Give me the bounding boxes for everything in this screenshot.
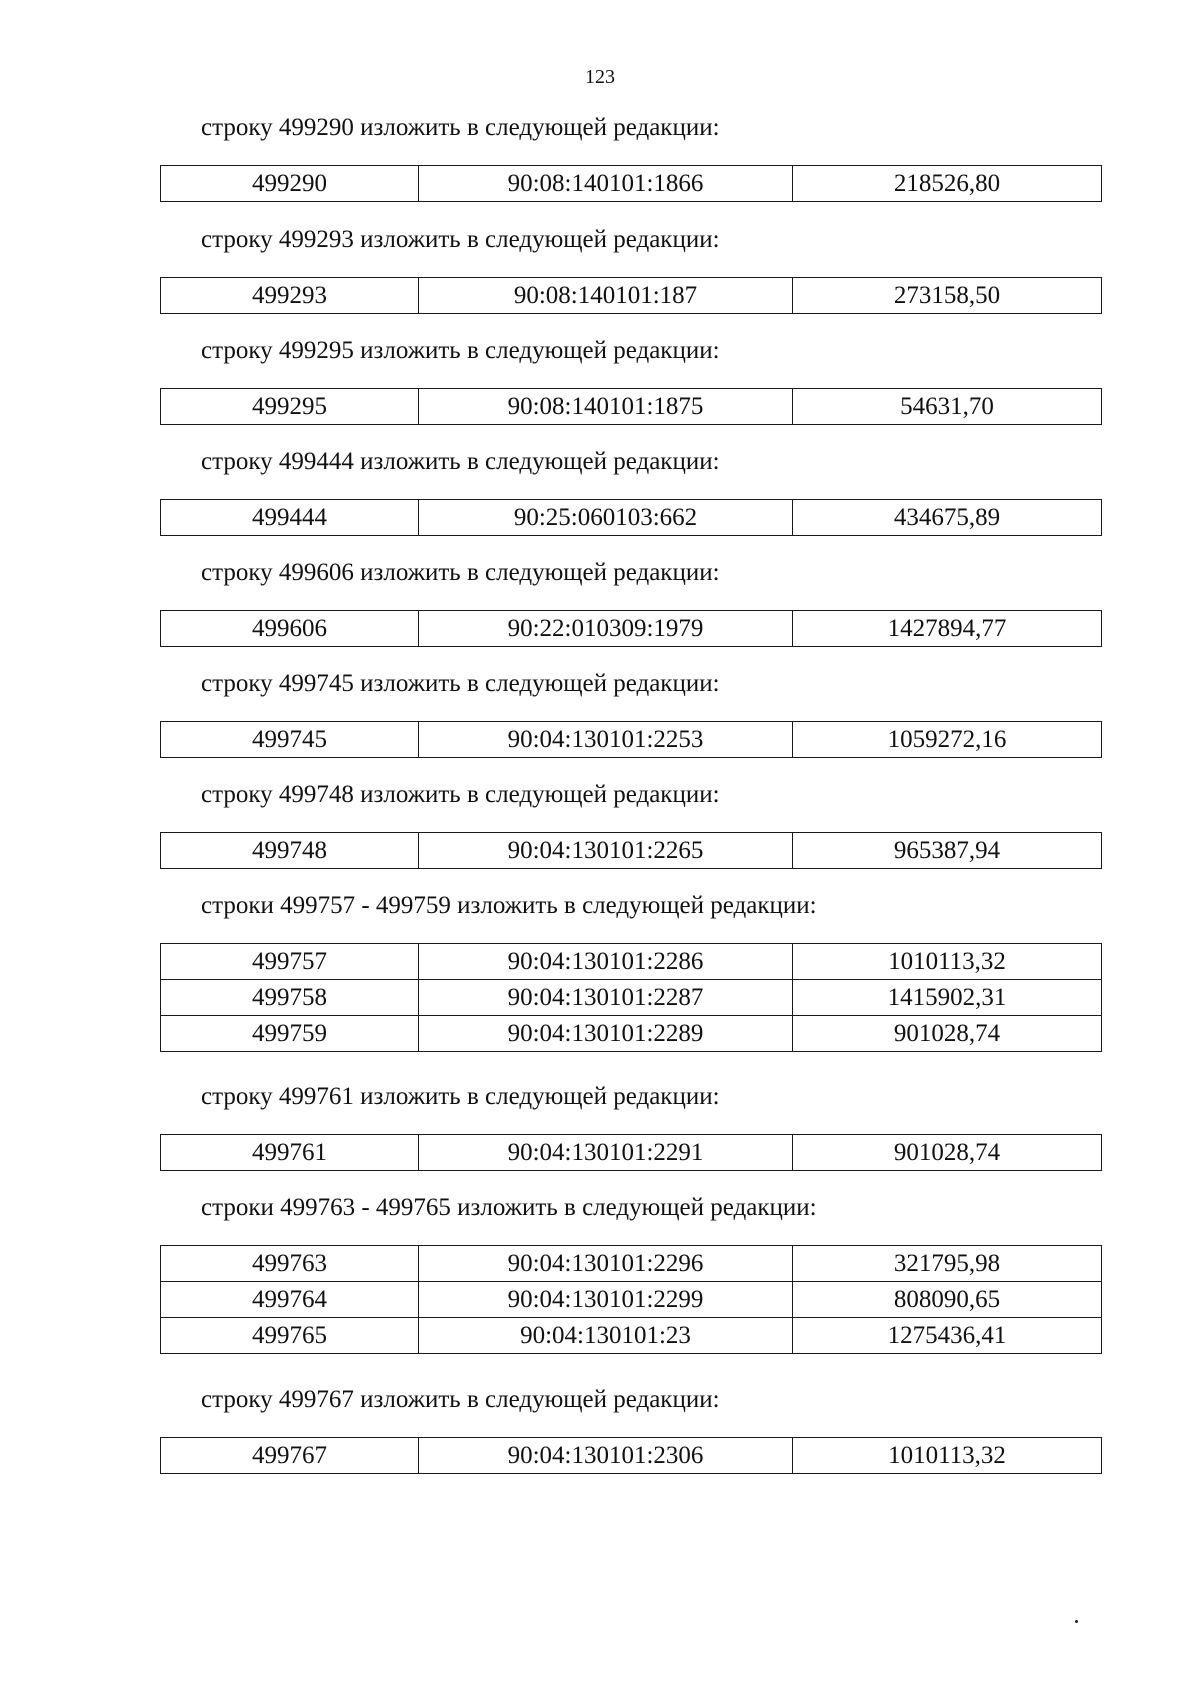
row-number-cell: 499761 <box>161 1135 419 1171</box>
row-number-cell: 499745 <box>161 722 419 758</box>
cadastral-number-cell: 90:04:130101:2289 <box>419 1016 793 1052</box>
row-number-cell: 499290 <box>161 166 419 202</box>
row-number-cell: 499759 <box>161 1016 419 1052</box>
amendment-block <box>160 669 1100 758</box>
table-row <box>161 1135 1102 1171</box>
scan-speck <box>1075 1620 1078 1623</box>
amendment-block <box>160 447 1100 536</box>
row-number-cell: 499295 <box>161 389 419 425</box>
amendment-table <box>160 1437 1102 1474</box>
value-cell: 1010113,32 <box>793 944 1102 980</box>
amendment-instruction: строку 499761 изложить в следующей редакции: <box>201 1083 720 1110</box>
amendment-block <box>160 780 1100 869</box>
row-number-cell: 499765 <box>161 1318 419 1354</box>
cadastral-number-cell: 90:08:140101:1875 <box>419 389 793 425</box>
row-number-cell: 499758 <box>161 980 419 1016</box>
amendment-instruction: строку 499606 изложить в следующей редакции: <box>201 559 720 586</box>
value-cell: 901028,74 <box>793 1135 1102 1171</box>
amendment-table <box>160 499 1102 536</box>
value-cell: 1059272,16 <box>793 722 1102 758</box>
amendment-table <box>160 388 1102 425</box>
value-cell: 808090,65 <box>793 1282 1102 1318</box>
value-cell: 273158,50 <box>793 278 1102 314</box>
table-row <box>161 611 1102 647</box>
amendment-table <box>160 1245 1102 1354</box>
amendment-table <box>160 610 1102 647</box>
amendment-instruction: строку 499290 изложить в следующей редакции: <box>201 114 720 141</box>
amendment-block <box>160 336 1100 425</box>
value-cell: 218526,80 <box>793 166 1102 202</box>
table-row <box>161 980 1102 1016</box>
row-number-cell: 499444 <box>161 500 419 536</box>
amendment-table <box>160 832 1102 869</box>
cadastral-number-cell: 90:04:130101:2299 <box>419 1282 793 1318</box>
amendment-instruction: строку 499745 изложить в следующей редакции: <box>201 670 720 697</box>
cadastral-number-cell: 90:04:130101:2291 <box>419 1135 793 1171</box>
row-number-cell: 499767 <box>161 1438 419 1474</box>
amendment-block <box>160 113 1100 202</box>
amendment-table <box>160 943 1102 1052</box>
row-number-cell: 499763 <box>161 1246 419 1282</box>
table-row <box>161 1246 1102 1282</box>
amendment-instruction: строку 499293 изложить в следующей редакции: <box>201 226 720 253</box>
value-cell: 54631,70 <box>793 389 1102 425</box>
value-cell: 965387,94 <box>793 833 1102 869</box>
table-row <box>161 389 1102 425</box>
table-row <box>161 278 1102 314</box>
cadastral-number-cell: 90:04:130101:2296 <box>419 1246 793 1282</box>
row-number-cell: 499748 <box>161 833 419 869</box>
table-row <box>161 944 1102 980</box>
value-cell: 1427894,77 <box>793 611 1102 647</box>
cadastral-number-cell: 90:04:130101:2286 <box>419 944 793 980</box>
amendment-table <box>160 277 1102 314</box>
amendment-block <box>160 1082 1100 1171</box>
amendment-block <box>160 1385 1100 1474</box>
row-number-cell: 499293 <box>161 278 419 314</box>
row-number-cell: 499757 <box>161 944 419 980</box>
cadastral-number-cell: 90:04:130101:2306 <box>419 1438 793 1474</box>
value-cell: 901028,74 <box>793 1016 1102 1052</box>
table-row <box>161 1282 1102 1318</box>
value-cell: 321795,98 <box>793 1246 1102 1282</box>
amendment-block <box>160 225 1100 314</box>
row-number-cell: 499764 <box>161 1282 419 1318</box>
cadastral-number-cell: 90:25:060103:662 <box>419 500 793 536</box>
value-cell: 434675,89 <box>793 500 1102 536</box>
amendment-block <box>160 558 1100 647</box>
table-row <box>161 722 1102 758</box>
table-row <box>161 1016 1102 1052</box>
amendment-instruction: строку 499444 изложить в следующей редакции: <box>201 448 720 475</box>
table-row <box>161 1438 1102 1474</box>
amendment-instruction: строки 499763 - 499765 изложить в следующей редакции: <box>201 1194 817 1221</box>
cadastral-number-cell: 90:04:130101:2287 <box>419 980 793 1016</box>
value-cell: 1275436,41 <box>793 1318 1102 1354</box>
amendment-table <box>160 165 1102 202</box>
amendment-block <box>160 1193 1100 1354</box>
table-row <box>161 1318 1102 1354</box>
table-row <box>161 833 1102 869</box>
value-cell: 1010113,32 <box>793 1438 1102 1474</box>
amendment-block <box>160 891 1100 1052</box>
cadastral-number-cell: 90:08:140101:187 <box>419 278 793 314</box>
cadastral-number-cell: 90:08:140101:1866 <box>419 166 793 202</box>
amendment-instruction: строку 499767 изложить в следующей редакции: <box>201 1386 720 1413</box>
table-row <box>161 500 1102 536</box>
cadastral-number-cell: 90:04:130101:2265 <box>419 833 793 869</box>
page-number: 123 <box>585 66 615 88</box>
cadastral-number-cell: 90:22:010309:1979 <box>419 611 793 647</box>
table-row <box>161 166 1102 202</box>
amendment-instruction: строки 499757 - 499759 изложить в следующей редакции: <box>201 892 817 919</box>
row-number-cell: 499606 <box>161 611 419 647</box>
amendment-instruction: строку 499748 изложить в следующей редакции: <box>201 781 720 808</box>
value-cell: 1415902,31 <box>793 980 1102 1016</box>
cadastral-number-cell: 90:04:130101:2253 <box>419 722 793 758</box>
amendment-table <box>160 1134 1102 1171</box>
cadastral-number-cell: 90:04:130101:23 <box>419 1318 793 1354</box>
amendment-instruction: строку 499295 изложить в следующей редакции: <box>201 337 720 364</box>
amendment-table <box>160 721 1102 758</box>
